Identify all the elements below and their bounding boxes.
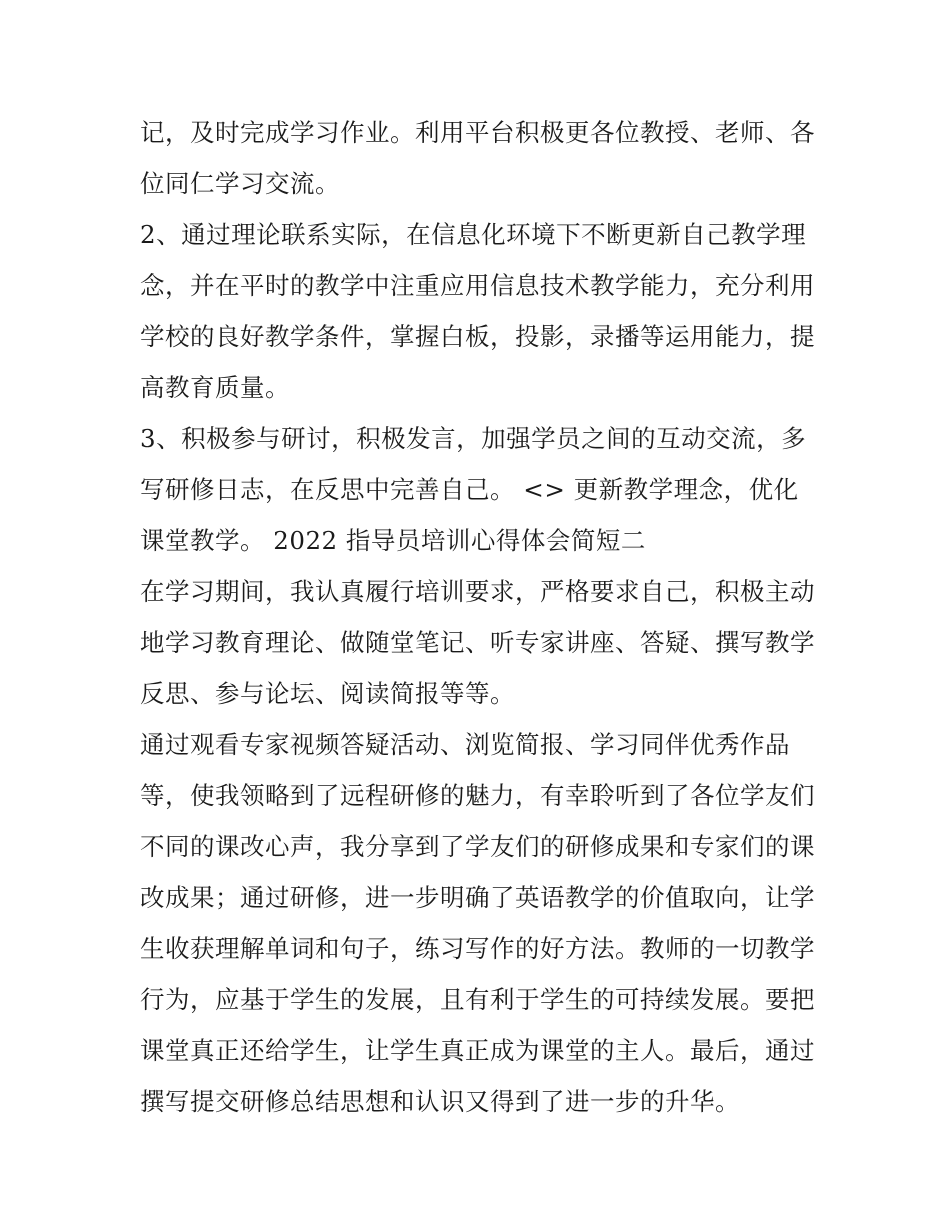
paragraph-point-3: 3、积极参与研讨，积极发言，加强学员之间的互动交流，多写研修日志，在反思中完善自己。 <> 更新教学理念，优化课堂教学。 2022 指导员培训心得体会简短二 [140, 424, 807, 555]
document-body [140, 107, 815, 1127]
paragraph-study-period: 在学习期间，我认真履行培训要求，严格要求自己，积极主动地学习教育理论、做随堂笔记、听专家讲座、答疑、撰写教学反思、参与论坛、阅读简报等等。 [140, 577, 815, 708]
paragraph-continuation: 记，及时完成学习作业。利用平台积极更各位教授、老师、各位同仁学习交流。 [140, 118, 815, 198]
paragraph-reflection: 通过观看专家视频答疑活动、浏览简报、学习同伴优秀作品等，使我领略到了远程研修的魅力，有幸聆听到了各位学友们不同的课改心声，我分享到了学友们的研修成果和专家们的课改成果；通过研修，进一步明确了英语教学的价值取向，让学生收获理解单词和句子，练习写作的好方法。教师的一切教学行为，应基于学生的发展，且有利于学生的可持续发展。要把课堂真正还给学生，让学生真正成为课堂的主人。最后，通过撰写提交研修总结思想和认识又得到了进一步的升华。 [140, 730, 815, 1116]
paragraph-point-2: 2、通过理论联系实际，在信息化环境下不断更新自己教学理念，并在平时的教学中注重应用信息技术教学能力，充分利用学校的良好教学条件，掌握白板，投影，录播等运用能力，提高教育质量。 [140, 220, 815, 402]
